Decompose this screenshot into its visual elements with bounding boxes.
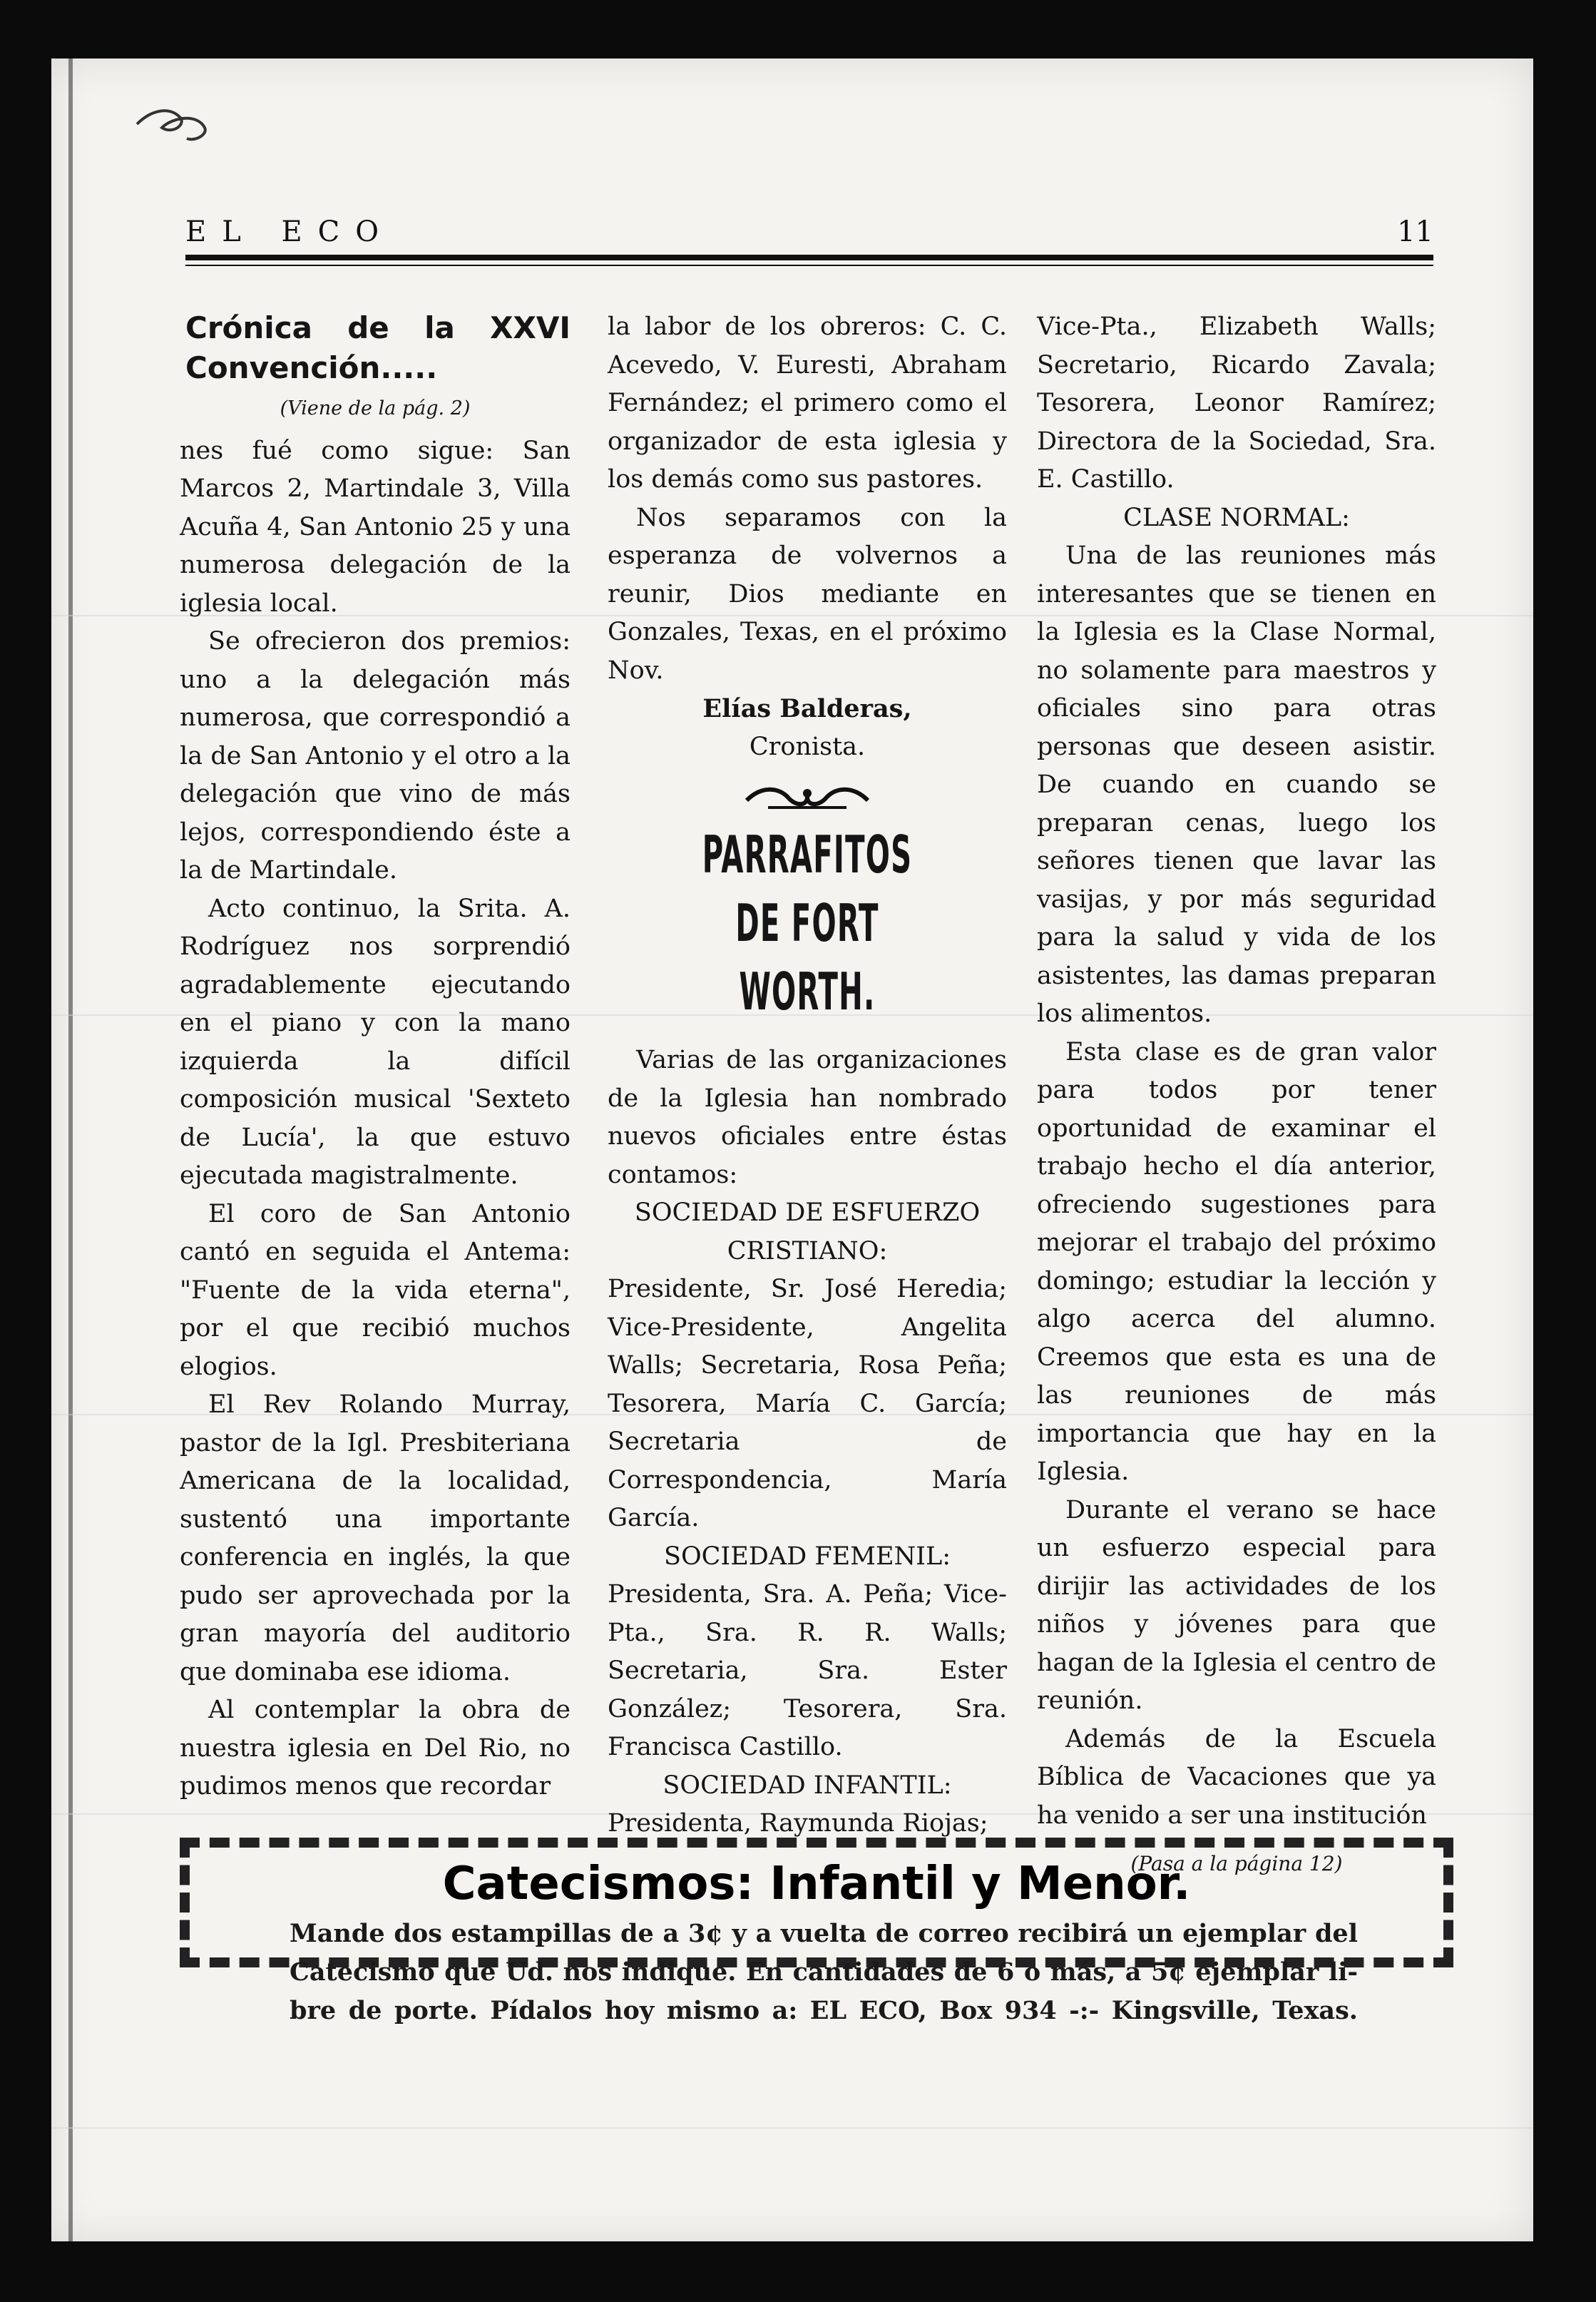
paragraph: El Rev Rolando Murray, pastor de la Igl. Presbiteriana Americana de la localidad, sustentó una importante conferencia en inglés, la que pudo ser aprovechada por la gran mayoría del auditorio que dominaba ese idioma. — [180, 1390, 571, 1686]
paragraph: Acto continuo, la Srita. A. Rodríguez nos sorprendió agradablemente ejecutando en el piano y con la mano izquierda la difícil composición musical 'Sexteto de Lucía', la que estuvo ejecutada magistralmente. — [180, 894, 571, 1190]
column-right — [1037, 308, 1436, 1883]
ornament-icon — [740, 779, 875, 815]
ad-line: Mande dos estampillas de a 3¢ y a vuelta de correo recibirá un ejemplar del — [290, 1919, 1358, 1948]
page-number: 11 — [1397, 215, 1433, 248]
newspaper-page — [51, 58, 1533, 2241]
paragraph: Durante el verano se hace un esfuerzo especial para dirijir las actividades de los niños y jóvenes para que hagan de la Iglesia el centro de reunión. — [1037, 1495, 1436, 1715]
paragraph: la labor de los obreros: C. C. Acevedo, V. Euresti, Abraham Fernández; el primero como el organizador de esta iglesia y los demás como sus pastores. — [608, 312, 1007, 494]
section-heading: SOCIEDAD DE ESFUERZO CRISTIANO: — [634, 1198, 981, 1265]
paragraph: El coro de San Antonio cantó en seguida el Antema: "Fuente de la vida eterna", por el que recibió muchos elogios. — [180, 1199, 571, 1381]
section-title: PARRAFITOS DE FORT WORTH. — [702, 825, 913, 1022]
paragraph: Esta clase es de gran valor para todos por tener oportunidad de examinar el trabajo hecho el día anterior, ofreciendo sugestiones para mejorar el trabajo del próximo domingo; estudiar la lección y algo acerca del alumno. Creemos que esta es una de las reuniones de más importancia que hay en la Iglesia. — [1037, 1037, 1436, 1486]
paragraph: Presidente, Sr. José Heredia; Vice-Presidente, Angelita Walls; Secretaria, Rosa Peña; Tesorera, María C. García; Secretaria de Correspondencia, María García. — [608, 1275, 1007, 1532]
section-heading: CLASE NORMAL: — [1123, 503, 1350, 532]
paragraph: Vice-Pta., Elizabeth Walls; Secretario, Ricardo Zavala; Tesorera, Leonor Ramírez; Directora de la Sociedad, Sra. E. Castillo. — [1037, 312, 1436, 494]
handwritten-mark-icon — [130, 96, 222, 153]
paragraph: Varias de las organizaciones de la Iglesia han nombrado nuevos oficiales entre éstas contamos: — [608, 1046, 1007, 1189]
section-heading: SOCIEDAD FEMENIL: — [663, 1542, 951, 1571]
column-middle — [608, 308, 1007, 1843]
section-heading: SOCIEDAD INFANTIL: — [663, 1771, 952, 1800]
paragraph: Presidenta, Raymunda Riojas; — [608, 1809, 988, 1838]
signature-name: Elías Balderas, — [702, 694, 912, 723]
ad-title: Catecismos: Infantil y Menor. — [442, 1858, 1191, 1910]
paragraph: Nos separamos con la esperanza de volvernos a reunir, Dios mediante en Gonzales, Texas, en el próximo Nov. — [608, 503, 1007, 685]
page-fold-shadow — [68, 58, 73, 2241]
paragraph: Al contemplar la obra de nuestra iglesia en Del Rio, no pudimos menos que recordar — [180, 1696, 571, 1801]
paragraph: nes fué como sigue: San Marcos 2, Martindale 3, Villa Acuña 4, San Antonio 25 y una numerosa delegación de la iglesia local. — [180, 436, 571, 618]
header-rule-thin — [185, 265, 1433, 266]
ad-line: bre de porte. Pídalos hoy mismo a: EL ECO, Box 934 -:- Kingsville, Texas. — [290, 1996, 1358, 2025]
continued-from-note: (Viene de la pág. 2) — [280, 397, 471, 419]
advertisement-box — [180, 1838, 1453, 2025]
ad-body — [290, 1915, 1358, 2030]
ruled-line — [51, 2127, 1533, 2129]
signature-role: Cronista. — [749, 732, 866, 761]
column-left — [180, 308, 571, 1806]
masthead-title: EL ECO — [185, 215, 395, 248]
paragraph: Una de las reuniones más interesantes que se tienen en la Iglesia es la Clase Normal, no solamente para maestros y oficiales sino para otras personas que deseen asistir. De cuando en cuando se preparan cenas, luego los señores tienen que lavar las vasijas, y por más seguridad para la salud y vida de los asistentes, las damas preparan los alimentos. — [1037, 541, 1436, 1028]
paragraph: Presidenta, Sra. A. Peña; Vice-Pta., Sra. R. R. Walls; Secretaria, Sra. Ester González; Tesorera, Sra. Francisca Castillo. — [608, 1580, 1007, 1761]
paragraph: Además de la Escuela Bíblica de Vacaciones que ya ha venido a ser una institución — [1037, 1724, 1436, 1830]
paragraph: Se ofrecieron dos premios: uno a la delegación más numerosa, que correspondió a la de San Antonio y el otro a la delegación que vino de más lejos, correspondiendo éste a la de Martindale. — [180, 627, 571, 885]
ad-line: Catecismo que Ud. nos indique. En cantidades de 6 o más, a 5¢ ejemplar li- — [290, 1957, 1358, 1987]
continued-note: (Pasa a la página 12) — [1130, 1852, 1343, 1875]
article-title: Crónica de la XXVI Convención..... — [185, 310, 571, 385]
header-rule — [185, 255, 1433, 260]
